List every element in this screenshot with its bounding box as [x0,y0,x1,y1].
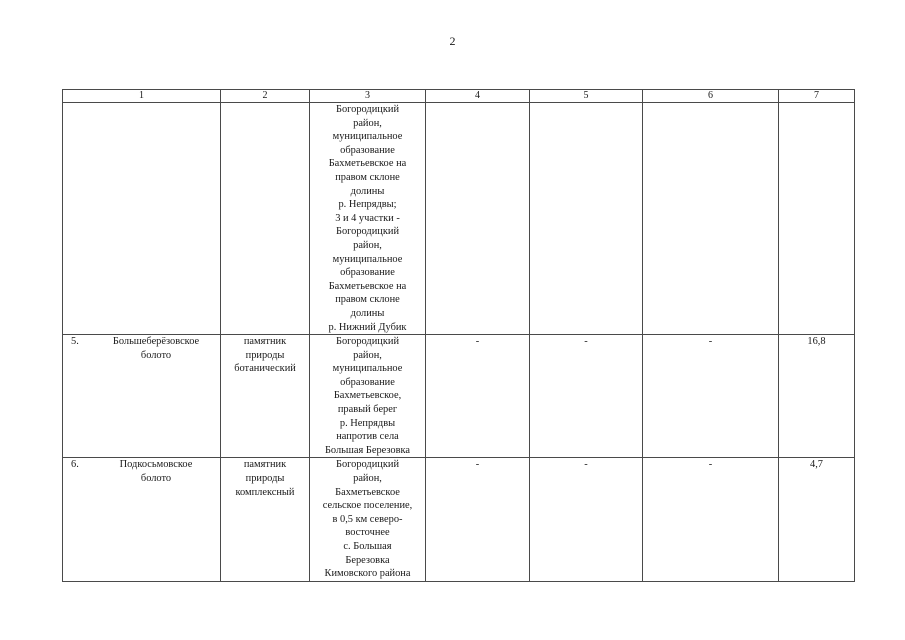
column-header: 5 [530,90,643,103]
table-row [63,103,855,335]
column-5-cell: - [530,458,643,581]
row-number: 5. [71,336,79,348]
name-cell [63,335,221,458]
table-row [63,458,855,581]
area-cell: 4,7 [779,458,855,581]
category-cell [221,103,310,335]
column-6-cell [643,103,779,335]
protected-areas-table [62,89,855,582]
column-header: 7 [779,90,855,103]
area-cell: 16,8 [779,335,855,458]
column-5-cell: - [530,335,643,458]
column-header: 6 [643,90,779,103]
column-header: 3 [310,90,426,103]
category-cell: памятник природы ботанический [221,335,310,458]
column-header: 4 [426,90,530,103]
page-number: 2 [449,34,456,48]
column-header: 2 [221,90,310,103]
column-6-cell: - [643,335,779,458]
column-5-cell [530,103,643,335]
name-cell [63,103,221,335]
column-header: 1 [63,90,221,103]
table-row [63,335,855,458]
name-cell [63,458,221,581]
location-cell: Богородицкий район, муниципальное образование Бахметьевское, правый берег р. Непрядвы напротив села Большая Березовка [310,335,426,458]
object-name: Большеберёзовское болото [112,336,200,361]
column-6-cell: - [643,458,779,581]
location-cell: Богородицкий район, муниципальное образование Бахметьевское на правом склоне долины р. Непрядвы; 3 и 4 участки - Богородицкий район, муниципальное образование Бахметьевское на правом склоне долины р. Нижний Дубик [310,103,426,335]
row-number: 6. [71,459,79,471]
object-name: Подкосьмовское болото [119,459,193,485]
column-4-cell: - [426,458,530,581]
column-4-cell: - [426,335,530,458]
category-cell: памятник природы комплексный [221,458,310,581]
area-cell [779,103,855,335]
table-header-row [63,90,855,103]
column-4-cell [426,103,530,335]
location-cell: Богородицкий район, Бахметьевское сельское поселение, в 0,5 км северо- восточнее с. Большая Березовка Кимовского района [310,458,426,581]
